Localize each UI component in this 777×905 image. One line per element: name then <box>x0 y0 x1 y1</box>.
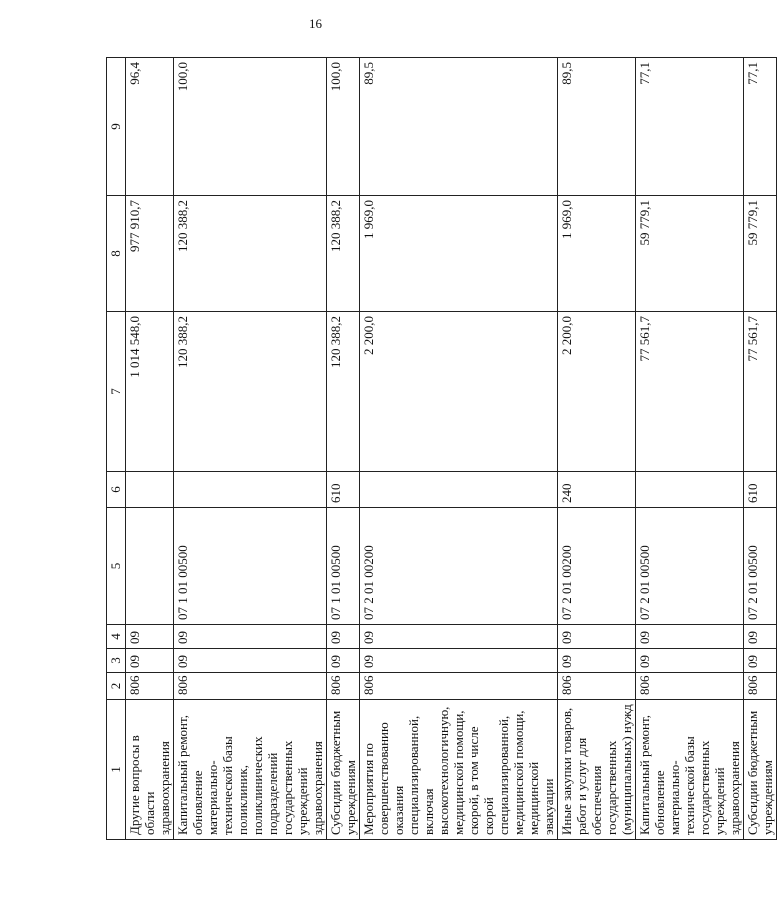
header-col-3: 3 <box>107 649 126 673</box>
cell-planned-amount: 120 388,2 <box>327 312 360 472</box>
cell-ministry-code: 806 <box>558 673 636 700</box>
cell-section: 09 <box>636 649 744 673</box>
cell-subsection: 09 <box>327 625 360 649</box>
cell-subsection: 09 <box>174 625 327 649</box>
page-number: 16 <box>309 16 322 31</box>
cell-ministry-code: 806 <box>126 673 174 700</box>
cell-executed-amount: 1 969,0 <box>360 196 558 312</box>
table-row <box>126 58 174 840</box>
cell-planned-amount: 77 561,7 <box>636 312 744 472</box>
header-col-1: 1 <box>107 700 126 840</box>
cell-target-article: 07 2 01 00500 <box>744 508 777 625</box>
header-col-6: 6 <box>107 472 126 508</box>
cell-name: Капитальный ремонт, обновление материально-технической базы поликлиник, поликлинических подразделений государственных учреждений здравоохранения <box>174 700 327 840</box>
cell-planned-amount: 77 561,7 <box>744 312 777 472</box>
cell-subsection: 09 <box>744 625 777 649</box>
cell-target-article: 07 2 01 00200 <box>360 508 558 625</box>
header-col-2: 2 <box>107 673 126 700</box>
cell-name: Капитальный ремонт, обновление материально-технической базы государственных учреждений здравоохранения <box>636 700 744 840</box>
cell-subsection: 09 <box>636 625 744 649</box>
cell-section: 09 <box>327 649 360 673</box>
cell-planned-amount: 1 014 548,0 <box>126 312 174 472</box>
cell-executed-amount: 977 910,7 <box>126 196 174 312</box>
cell-percent-executed: 89,5 <box>558 58 636 196</box>
cell-percent-executed: 96,4 <box>126 58 174 196</box>
cell-expense-type <box>126 472 174 508</box>
header-col-8: 8 <box>107 196 126 312</box>
cell-name: Субсидии бюджетным учреждениям <box>327 700 360 840</box>
cell-section: 09 <box>174 649 327 673</box>
table-header-row <box>107 58 126 840</box>
table-row <box>636 58 744 840</box>
cell-target-article: 07 1 01 00500 <box>174 508 327 625</box>
budget-execution-table <box>106 57 777 840</box>
cell-ministry-code: 806 <box>360 673 558 700</box>
cell-ministry-code: 806 <box>636 673 744 700</box>
header-col-4: 4 <box>107 625 126 649</box>
table-row <box>744 58 777 840</box>
table-row <box>558 58 636 840</box>
cell-expense-type <box>636 472 744 508</box>
cell-section: 09 <box>744 649 777 673</box>
cell-subsection: 09 <box>558 625 636 649</box>
header-col-9: 9 <box>107 58 126 196</box>
cell-section: 09 <box>126 649 174 673</box>
cell-expense-type <box>360 472 558 508</box>
cell-expense-type <box>174 472 327 508</box>
cell-ministry-code: 806 <box>174 673 327 700</box>
cell-percent-executed: 100,0 <box>174 58 327 196</box>
table-row <box>174 58 327 840</box>
cell-name: Мероприятия по совершенствованию оказания специализированной, включая высокотехнологичную, медицинской помощи, скорой, в том числе скорой специализированной, медицинской помощи, медицинской эвакуации <box>360 700 558 840</box>
cell-planned-amount: 2 200,0 <box>558 312 636 472</box>
cell-expense-type: 240 <box>558 472 636 508</box>
cell-planned-amount: 2 200,0 <box>360 312 558 472</box>
header-col-7: 7 <box>107 312 126 472</box>
cell-executed-amount: 1 969,0 <box>558 196 636 312</box>
cell-subsection: 09 <box>126 625 174 649</box>
cell-percent-executed: 100,0 <box>327 58 360 196</box>
cell-target-article: 07 1 01 00500 <box>327 508 360 625</box>
cell-percent-executed: 77,1 <box>744 58 777 196</box>
cell-name: Другие вопросы в области здравоохранения <box>126 700 174 840</box>
cell-executed-amount: 59 779,1 <box>636 196 744 312</box>
cell-name: Иные закупки товаров, работ и услуг для обеспечения государственных (муниципальных) нужд <box>558 700 636 840</box>
table-row <box>360 58 558 840</box>
cell-planned-amount: 120 388,2 <box>174 312 327 472</box>
cell-target-article: 07 2 01 00200 <box>558 508 636 625</box>
cell-name: Субсидии бюджетным учреждениям <box>744 700 777 840</box>
table-row <box>327 58 360 840</box>
cell-ministry-code: 806 <box>744 673 777 700</box>
cell-percent-executed: 89,5 <box>360 58 558 196</box>
cell-section: 09 <box>360 649 558 673</box>
cell-executed-amount: 120 388,2 <box>327 196 360 312</box>
cell-executed-amount: 120 388,2 <box>174 196 327 312</box>
cell-section: 09 <box>558 649 636 673</box>
cell-target-article <box>126 508 174 625</box>
cell-expense-type: 610 <box>744 472 777 508</box>
cell-expense-type: 610 <box>327 472 360 508</box>
cell-subsection: 09 <box>360 625 558 649</box>
cell-target-article: 07 2 01 00500 <box>636 508 744 625</box>
cell-percent-executed: 77,1 <box>636 58 744 196</box>
table-rotation-wrapper <box>106 58 775 840</box>
cell-ministry-code: 806 <box>327 673 360 700</box>
cell-executed-amount: 59 779,1 <box>744 196 777 312</box>
header-col-5: 5 <box>107 508 126 625</box>
